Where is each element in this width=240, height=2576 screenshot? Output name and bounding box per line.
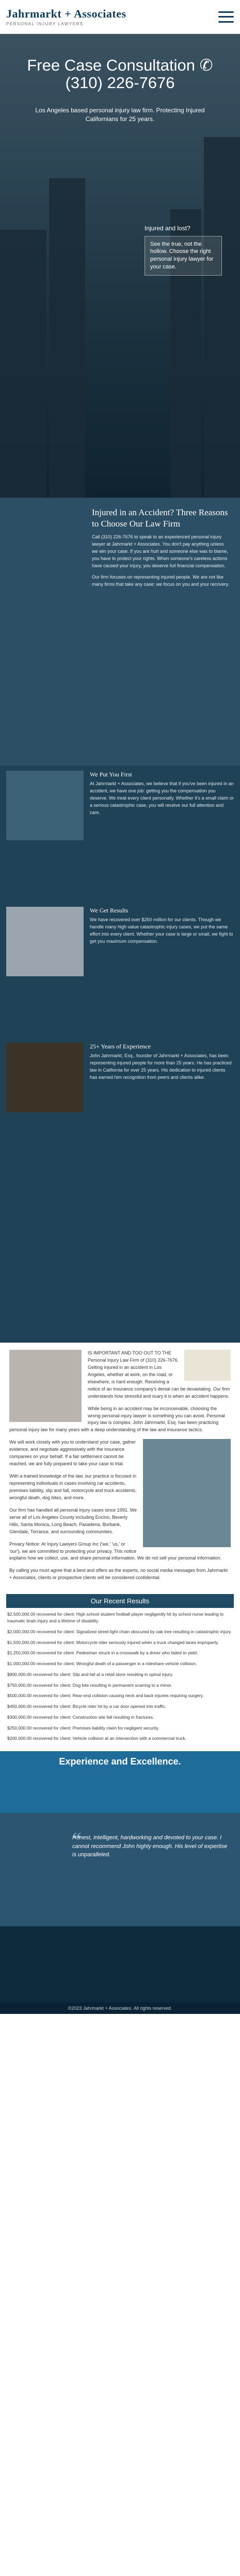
injured-paragraph-1: Call (310) 226-7676 to speak to an experienced personal injury lawyer at Jahrmarkt + Associates. You don't pay anything unless we win your case. If you are hurt and someone else was to blame, you have to protect your rights. When someone's careless actions have caused your injury, you deserve full financial compensation. [92, 534, 228, 568]
reason-card [6, 1043, 234, 1172]
hero-subtitle: Los Angeles based personal injury law firm. Protecting Injured Californians for 25 years. [35, 107, 205, 123]
reason-image [6, 771, 84, 840]
hero-title[interactable]: Free Case Consultation ✆ (310) 226-7676 [27, 56, 213, 92]
hero-cta [145, 225, 222, 276]
award-badge [184, 1350, 231, 1381]
reason-image [6, 907, 84, 976]
reason-image [6, 1043, 84, 1112]
disclaimer: By calling you must agree that a best and offers as the experts, no social media messages from Jahrmarkt + Associates, clients or prospective clients will be considered confidential. [9, 1568, 228, 1581]
experience-heading: Experience and Excellence. [59, 1756, 181, 1767]
reason-title: We Put You First [90, 771, 132, 778]
hero-section [0, 34, 240, 498]
reason-title: 25+ Years of Experience [90, 1043, 151, 1050]
footer [0, 1926, 240, 2014]
cta-button[interactable]: See the true, not the hollow. Choose the right personal injury lawyer for your case. [145, 236, 222, 276]
footer-copyright: ©2023 Jahrmarkt + Associates. All rights reserved. [0, 2003, 240, 2014]
bio-paragraph: IS IMPORTANT AND TOO OUT TO THE Personal Injury Law Firm of (310) 226-7676. Getting injured in an accident in Los Angeles, whether at work, on the road, or elsewhere, is hard enough. Receiving a notice of an insurance company's denial can be devastating. Our firm understands how stressful and scary it is when an accident happens. [88, 1350, 230, 1399]
quote-icon: “ [72, 1828, 82, 1851]
menu-icon[interactable] [218, 11, 234, 23]
result-item: $2,000,000.00 recovered for client: Signalized street light chain obscured by oak tree resulting in catastrophic injury. [7, 1629, 232, 1634]
result-item: $2,500,000.00 recovered for client: High school student football player negligently hit by school nurse leading to traumatic brain injury and a lifetime of disability. [7, 1612, 224, 1623]
results-heading: Our Recent Results [6, 1594, 234, 1608]
reasons-gallery [0, 766, 240, 1343]
results-list [0, 1608, 240, 1751]
reason-card [6, 907, 234, 1036]
reason-card [6, 771, 234, 900]
result-item: $1,000,000.00 recovered for client: Wrongful death of a passenger in a rideshare vehicle collision. [7, 1661, 197, 1666]
reason-text: At Jahrmarkt + Associates, we believe that if you've been injured in an accident, we have one job: getting you the compensation you deserve. We treat every client personally. Whether it's a small claim or a serious catastrophic case, you will receive our full attention and care. [90, 781, 234, 815]
result-item: $250,000.00 recovered for client: Premises liability claim for negligent security. [7, 1725, 159, 1731]
injured-section [0, 498, 240, 766]
result-item: $1,500,000.00 recovered for client: Motorcycle rider seriously injured when a truck changed lanes improperly. [7, 1639, 219, 1645]
bio-paragraph: We will work closely with you to understand your case, gather evidence, and negotiate aggressively with the insurance companies on your behalf. If a fair settlement cannot be reached, we are fully prepared to take your case to trial. [9, 1439, 136, 1467]
cta-question: Injured and lost? [145, 225, 190, 232]
testimonial-quote: Honest, intelligent, hardworking and devoted to your case. I cannot recommend John highly enough. His level of expertise is unparalleled. [72, 1835, 228, 1858]
bio-section [0, 1343, 240, 1594]
injured-paragraph-2: Our firm focuses on representing injured people. We are not like many firms that take any case; we focus on you and your recovery. [92, 574, 229, 587]
bio-paragraph: With a trained knowledge of the law, our practice is focused in representing individuals in cases involving car accidents, premises liability, slip and fall, motorcycle and truck accidents, wrongful death, dog bites, and more. [9, 1473, 137, 1500]
result-item: $300,000.00 recovered for client: Construction site fall resulting in fractures. [7, 1714, 154, 1720]
result-item: $500,000.00 recovered for client: Rear-end collision causing neck and back injuries requiring surgery. [7, 1693, 204, 1699]
logo-name: Jahrmarkt + Associates [6, 7, 126, 20]
attorney-photo [9, 1350, 82, 1422]
bio-paragraph: Our firm has handled all personal injury cases since 1991. We serve all of Los Angeles County including Encino, Beverly Hills, Santa Monica, Long Beach, Pasadena, Burbank, Glendale, Torrance, and surrounding communities. [9, 1507, 137, 1534]
experience-section [0, 1751, 240, 1813]
result-item: $1,250,000.00 recovered for client: Pedestrian struck in a crosswalk by a driver who failed to yield. [7, 1650, 198, 1656]
reason-title: We Get Results [90, 907, 129, 914]
bio-paragraph: While being in an accident may be inconceivable, choosing the wrong personal injury lawyer is something you can avoid. Personal injury law is complex. John Jahrmarkt, Esq. has been practicing personal injury law for many years with a deep understanding of the law and insurance tactics. [9, 1405, 225, 1433]
logo[interactable] [6, 7, 126, 26]
result-item: $450,000.00 recovered for client: Bicycle rider hit by a car door opened into traffic. [7, 1704, 167, 1709]
testimonial-section [0, 1813, 240, 1926]
logo-tagline: PERSONAL INJURY LAWYERS [6, 22, 84, 26]
result-item: $200,000.00 recovered for client: Vehicle collision at an intersection with a commercial truck. [7, 1736, 187, 1741]
result-item: $900,000.00 recovered for client: Slip and fall at a retail store resulting in spinal injury. [7, 1671, 173, 1677]
result-item: $750,000.00 recovered for client: Dog bite resulting in permanent scarring to a minor. [7, 1682, 172, 1688]
site-header [0, 0, 240, 34]
privacy-notice: Privacy Notice: At Injury Lawyers Group Inc ('we,' 'us,' or 'our'), we are committed to protecting your privacy. This notice explains how we collect, use, and share personal information. We do not sell your personal information. [9, 1541, 222, 1561]
injured-heading: Injured in an Accident? Three Reasons to Choose Our Law Firm [92, 507, 228, 529]
reason-text: John Jahrmarkt, Esq., founder of Jahrmarkt + Associates, has been representing injured people for more than 25 years. He has practiced law in California for over 25 years. His dedication to injured clients has earned him recognition from peers and clients alike. [90, 1053, 232, 1080]
attorney-photo-2 [143, 1439, 231, 1547]
reason-text: We have recovered over $250 million for our clients. Though we handle many high value catastrophic injury cases, we put the same effort into every client. Whether your case is large or small, we fight to get you maximum compensation. [90, 917, 233, 944]
